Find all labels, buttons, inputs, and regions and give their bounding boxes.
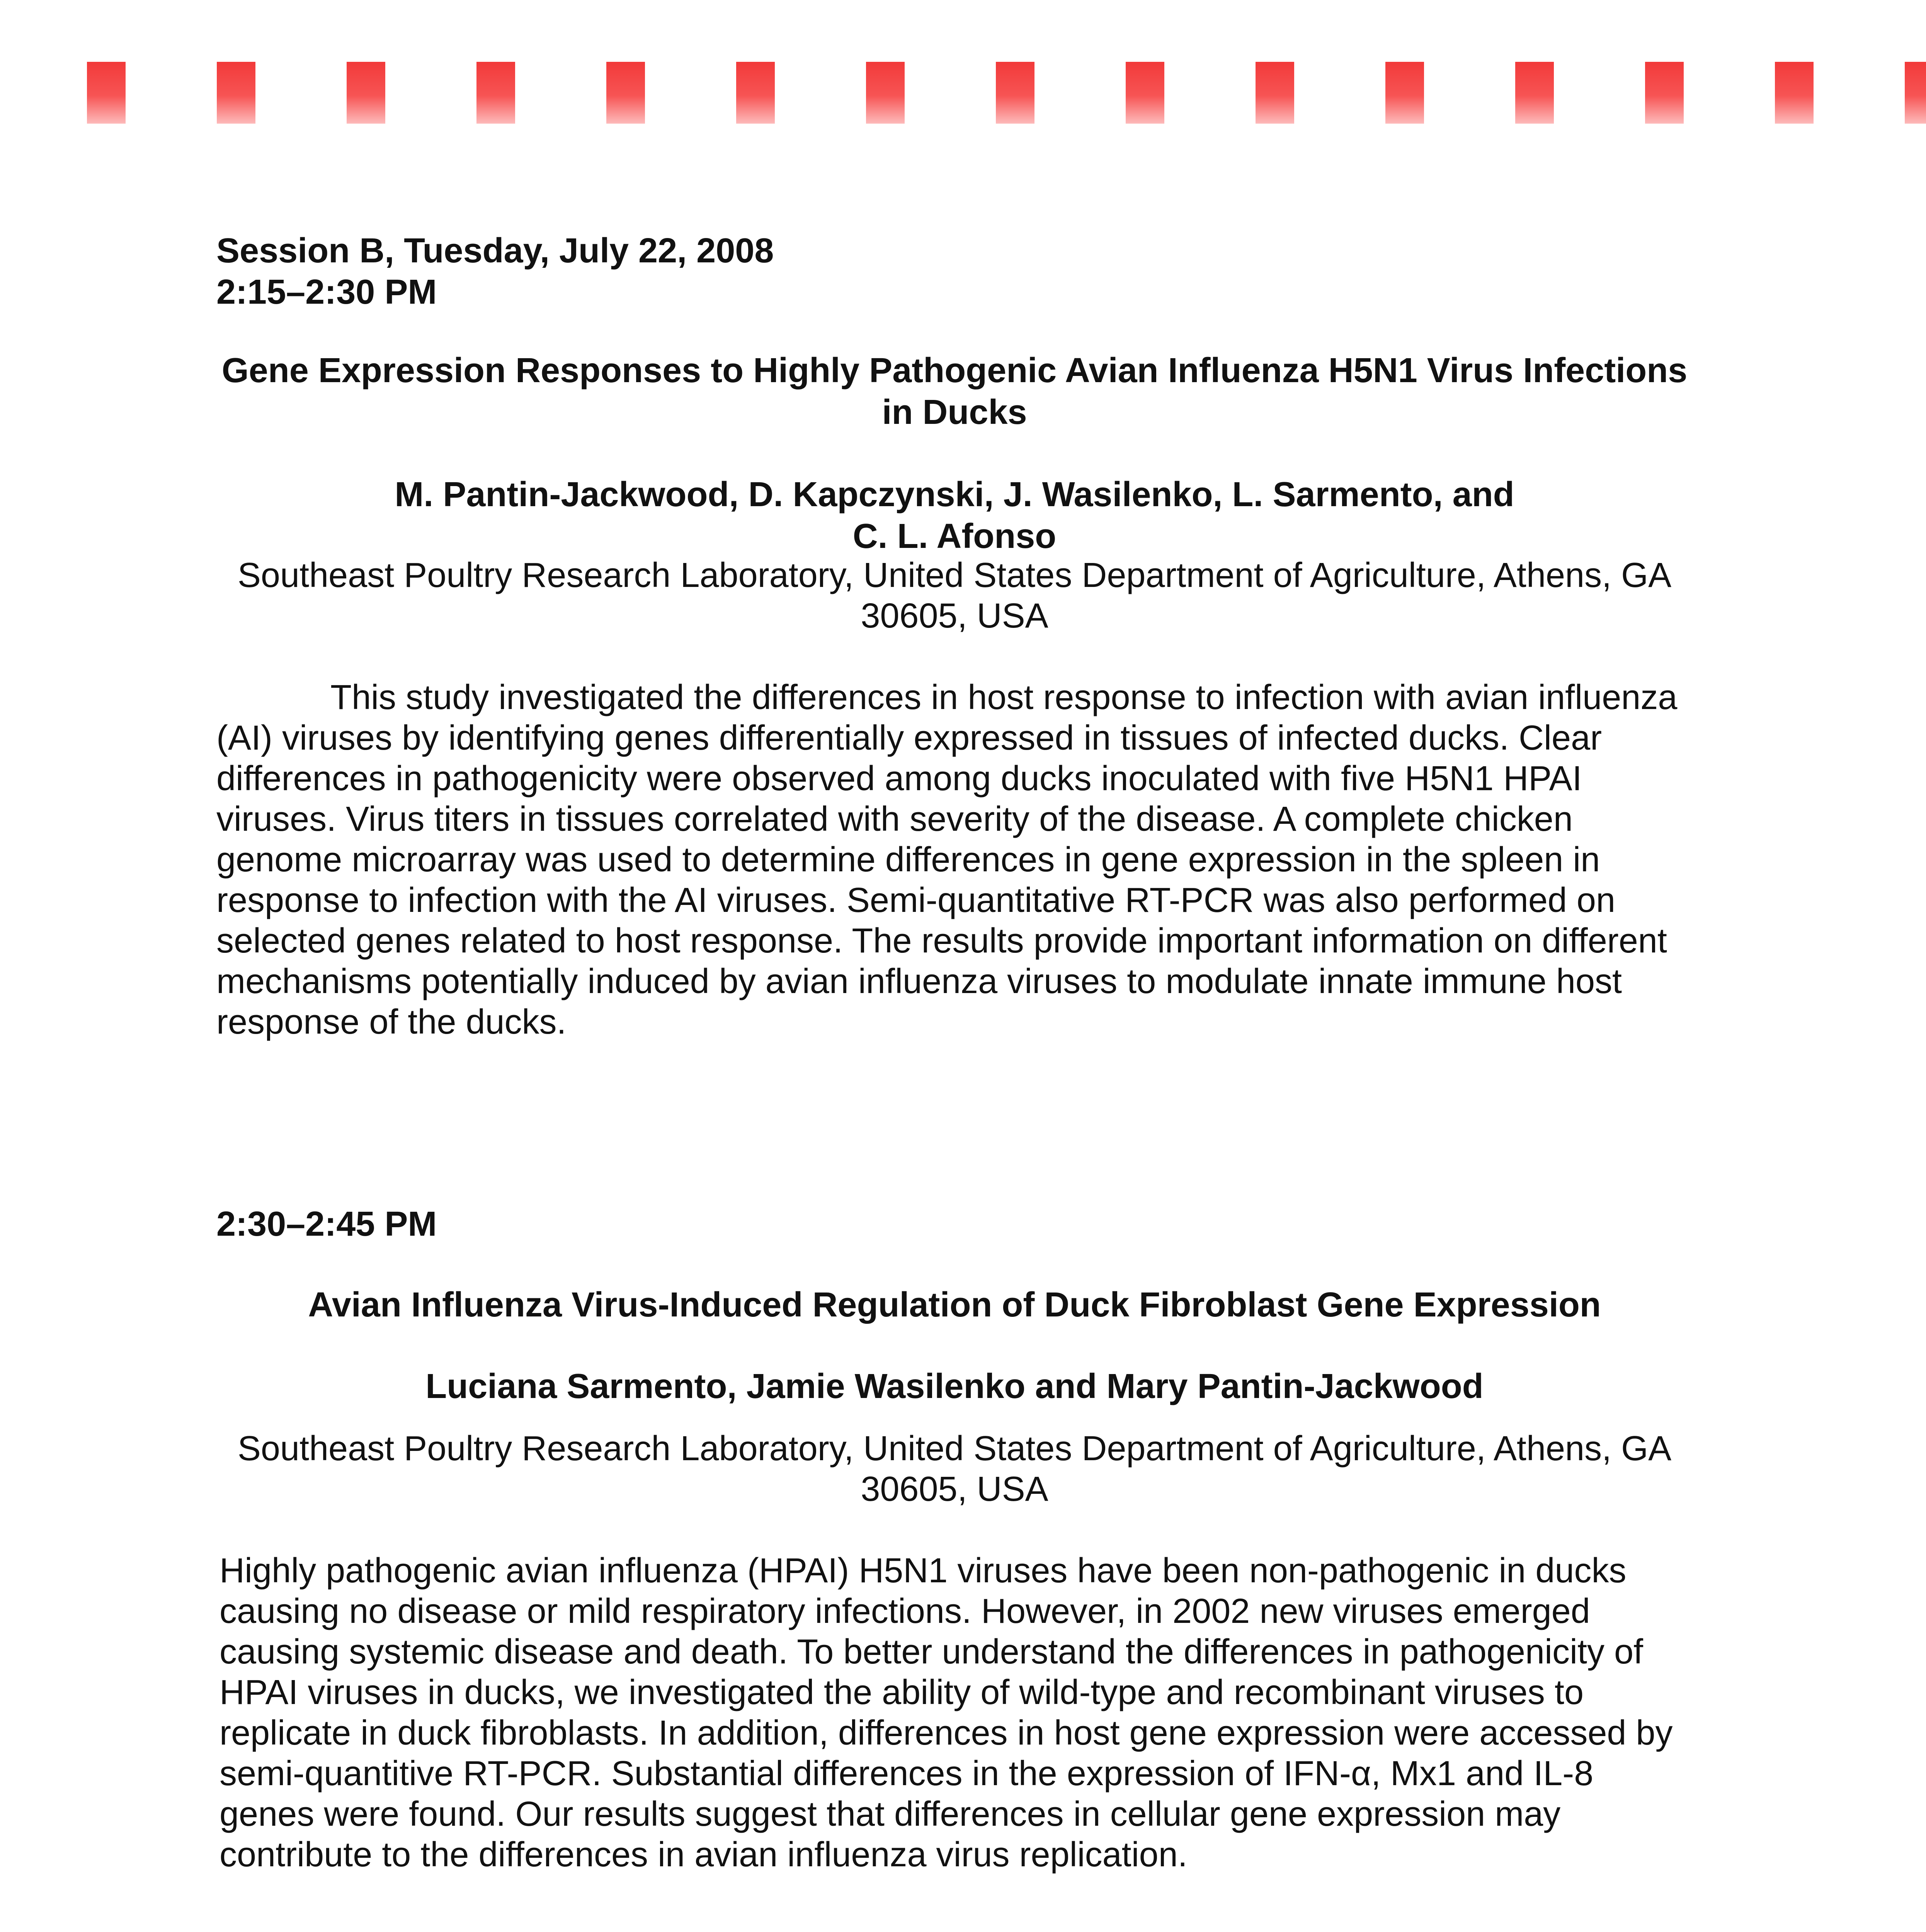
abstract-2-time: 2:30–2:45 PM bbox=[216, 1205, 437, 1243]
abstract-1-title-line: in Ducks bbox=[882, 393, 1027, 432]
abstract-2-body-line: semi-quantitive RT-PCR. Substantial differences in the expression of IFN-α, Mx1 and IL-8 bbox=[219, 1754, 1594, 1793]
decorative-red-block bbox=[1256, 62, 1294, 124]
abstract-1-body-line: response of the ducks. bbox=[216, 1003, 567, 1041]
decorative-red-block bbox=[996, 62, 1034, 124]
abstract-2-affiliation bbox=[190, 1429, 1719, 1510]
abstract-2-body-line: causing systemic disease and death. To better understand the differences in pathogenicity of bbox=[219, 1633, 1644, 1671]
abstract-1-body bbox=[216, 677, 1677, 1043]
abstract-1-affiliation-line: Southeast Poultry Research Laboratory, United States Department of Agriculture, Athens, GA bbox=[237, 556, 1672, 595]
decorative-red-block bbox=[1775, 62, 1814, 124]
abstract-1-body-line: (AI) viruses by identifying genes differentially expressed in tissues of infected ducks. Clear bbox=[216, 719, 1602, 757]
decorative-red-block bbox=[606, 62, 645, 124]
abstract-1-authors bbox=[190, 474, 1719, 557]
abstract-2-body-line: HPAI viruses in ducks, we investigated the ability of wild-type and recombinant viruses to bbox=[219, 1673, 1584, 1712]
abstract-1-body-line: response to infection with the AI viruses. Semi-quantitative RT-PCR was also performed on bbox=[216, 881, 1616, 920]
abstract-1-title bbox=[190, 350, 1719, 433]
decorative-red-block bbox=[217, 62, 255, 124]
decorative-red-block bbox=[476, 62, 515, 124]
abstract-2-body-line: Highly pathogenic avian influenza (HPAI) H5N1 viruses have been non-pathogenic in ducks bbox=[219, 1551, 1627, 1590]
abstract-2-authors bbox=[190, 1366, 1719, 1407]
abstract-2-authors-line: Luciana Sarmento, Jamie Wasilenko and Mary Pantin-Jackwood bbox=[425, 1367, 1484, 1406]
abstract-2-body-line: causing no disease or mild respiratory infections. However, in 2002 new viruses emerged bbox=[219, 1592, 1590, 1631]
abstract-2-affiliation-line: 30605, USA bbox=[861, 1470, 1048, 1509]
decorative-red-block bbox=[736, 62, 775, 124]
decorative-top-bar bbox=[77, 62, 1839, 124]
abstract-2-affiliation-line: Southeast Poultry Research Laboratory, United States Department of Agriculture, Athens, GA bbox=[237, 1429, 1672, 1468]
abstract-2-title-line: Avian Influenza Virus-Induced Regulation of Duck Fibroblast Gene Expression bbox=[308, 1286, 1601, 1324]
abstract-1-affiliation-line: 30605, USA bbox=[861, 597, 1048, 635]
abstract-1-body-line: viruses. Virus titers in tissues correlated with severity of the disease. A complete chicken bbox=[216, 800, 1573, 838]
decorative-red-block bbox=[866, 62, 905, 124]
abstract-1-body-line: mechanisms potentially induced by avian influenza viruses to modulate innate immune host bbox=[216, 962, 1622, 1001]
abstract-2-title bbox=[190, 1284, 1719, 1326]
abstract-2-body bbox=[219, 1551, 1673, 1875]
abstract-1-authors-line: M. Pantin-Jackwood, D. Kapczynski, J. Wasilenko, L. Sarmento, and bbox=[395, 475, 1514, 514]
abstract-1-title-line: Gene Expression Responses to Highly Pathogenic Avian Influenza H5N1 Virus Infections bbox=[221, 351, 1688, 390]
decorative-red-block bbox=[1126, 62, 1164, 124]
abstract-1-body-line: genome microarray was used to determine differences in gene expression in the spleen in bbox=[216, 840, 1600, 879]
abstract-1-time: 2:15–2:30 PM bbox=[216, 273, 437, 311]
decorative-red-block bbox=[1645, 62, 1684, 124]
abstract-1-authors-line: C. L. Afonso bbox=[852, 517, 1057, 556]
abstract-1-affiliation bbox=[190, 555, 1719, 636]
decorative-red-block bbox=[87, 62, 126, 124]
decorative-red-block bbox=[347, 62, 385, 124]
abstract-1-body-line: selected genes related to host response. The results provide important information on different bbox=[216, 922, 1667, 960]
abstract-1-body-line: differences in pathogenicity were observed among ducks inoculated with five H5N1 HPAI bbox=[216, 759, 1582, 798]
abstract-2-body-line: genes were found. Our results suggest that differences in cellular gene expression may bbox=[219, 1795, 1561, 1833]
abstract-2-body-line: contribute to the differences in avian influenza virus replication. bbox=[219, 1835, 1188, 1874]
abstract-1-body-line: This study investigated the differences in host response to infection with avian influenza bbox=[330, 678, 1678, 717]
decorative-red-block bbox=[1385, 62, 1424, 124]
abstract-2-body-line: replicate in duck fibroblasts. In addition, differences in host gene expression were accessed by bbox=[219, 1714, 1673, 1752]
session-heading: Session B, Tuesday, July 22, 2008 bbox=[216, 231, 774, 270]
decorative-red-block bbox=[1905, 62, 1926, 124]
decorative-red-block bbox=[1515, 62, 1554, 124]
